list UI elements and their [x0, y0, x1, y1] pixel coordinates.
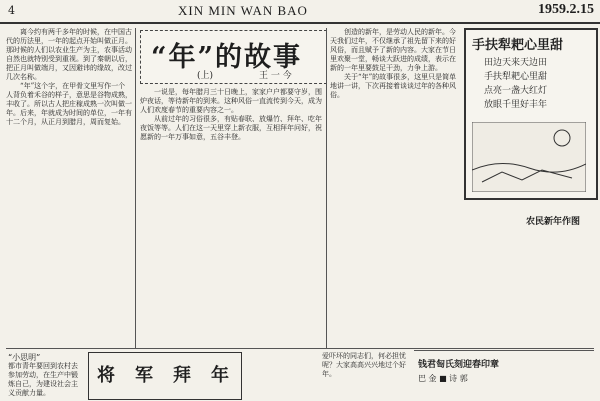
poem-line: 手扶犁耙心里甜: [484, 72, 548, 82]
headline-char: 拜: [173, 365, 191, 386]
poem-line: 放眼千里好丰年: [484, 100, 548, 110]
notice-line: 巴 金 ■ 诗 郭: [418, 374, 468, 383]
poem-box: [464, 28, 598, 227]
article-paragraph: “年”这个字，在甲骨文里写作一个人背负着禾谷的样子，意思是谷物成熟，丰收了。所以古人把庄稼成熟一次叫做一年。后来，年就成为时间的单位，一年有十二个月，从正月到腊月，周而复始。: [6, 82, 132, 126]
poem-credit: 农民新年作图: [526, 217, 581, 227]
headline-char: 将: [97, 365, 115, 386]
poem-line: 田边天来天边田: [484, 58, 548, 68]
notice-box: [414, 350, 594, 401]
sidebar-label: “小思明”: [8, 353, 41, 362]
paper-date: 1959.2.15: [538, 2, 594, 17]
newspaper-header: [0, 0, 600, 24]
article-paragraph: 创造的新年，是劳动人民的新年。今天我们过年，不仅继承了祖先留下来的好风俗，而且赋予了新的内容。大家在节日里欢聚一堂，畅谈大跃进的成绩，表示在新的一年里要鼓足干劲，力争上游。: [330, 28, 456, 72]
headline-char: 军: [135, 365, 153, 386]
article-paragraph: 一说是，每年腊月三十日晚上，家家户户都要守岁，围炉夜话，等待新年的到来。这种风俗一直流传到今天，成为人们欢度春节的重要内容之一。: [140, 88, 322, 114]
short-column-text: 爱吓坏的同志们，何必担忧呢？大家高高兴兴地过个好年。: [322, 352, 406, 378]
article-paragraph: 从前过年的习俗很多，有贴春联、放爆竹、拜年、吃年夜饭等等。人们在这一天里穿上新衣服，互相拜年问好，祝愿新的一年万事如意，五谷丰登。: [140, 115, 322, 141]
section-divider: [6, 348, 594, 349]
article-author: 王 一 今: [259, 71, 292, 81]
notice-title: 钱君匋氏刻迎春印章: [418, 360, 500, 370]
landscape-illustration: [472, 122, 586, 192]
article-paragraph: 关于“年”的故事很多，这里只是简单地讲一讲，下次再接着谈谈过年的各种风俗。: [330, 73, 457, 99]
article-column-left: [6, 28, 132, 346]
poem-title: 手扶犁耙心里甜: [472, 38, 564, 53]
column-divider: [326, 28, 327, 348]
column-divider: [135, 28, 136, 348]
article-column-right: [330, 28, 460, 346]
page-number: 4: [8, 4, 15, 17]
sidebar-text: 都市青年要回到农村去参加劳动，在生产中锻炼自己，为建设社会主义贡献力量。: [8, 362, 78, 397]
headline-box: [88, 352, 242, 400]
article-title-box: [140, 30, 327, 84]
paper-name: XIN MIN WAN BAO: [178, 3, 308, 18]
headline-char: 年: [211, 365, 229, 386]
article-title: “年”的故事: [151, 42, 303, 73]
article-column-middle: [140, 88, 322, 346]
article-paragraph: 离今约有两千多年的时候，在中国古代的历法里，一年的起点开始叫做正月。那时候的人们以农业生产为主，农事活动自然也就特别受到重视。到了秦朝以后，把正月叫做端月，又因避讳的缘故，改过几次名称。: [6, 28, 132, 81]
article-part: (上): [197, 71, 214, 81]
poem-line: 点亮一盏大红灯: [484, 86, 548, 96]
